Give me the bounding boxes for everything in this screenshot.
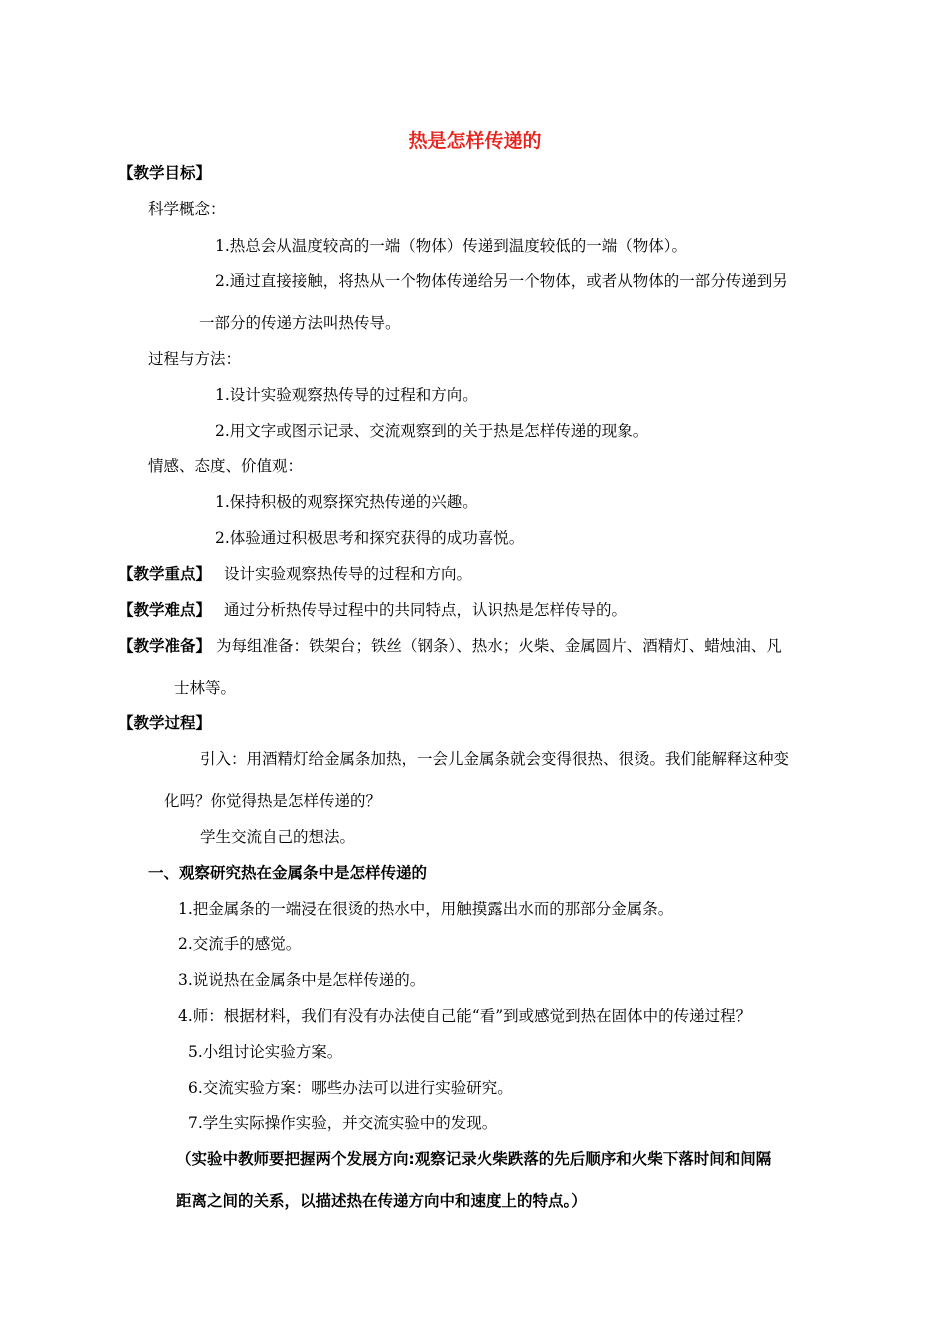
process-method-label: 过程与方法： bbox=[148, 350, 242, 368]
process-method-item-1: 1.设计实验观察热传导的过程和方向。 bbox=[215, 386, 478, 404]
emotion-label: 情感、态度、价值观： bbox=[148, 457, 304, 475]
intro-text-cont: 化吗？你觉得热是怎样传递的？ bbox=[164, 792, 382, 810]
step-6: 6.交流实验方案：哪些办法可以进行实验研究。 bbox=[188, 1079, 513, 1097]
key-point-label: 【教学重点】 bbox=[118, 565, 212, 583]
step-2: 2.交流手的感觉。 bbox=[178, 935, 302, 953]
section-1-heading: 一、观察研究热在金属条中是怎样传递的 bbox=[148, 864, 428, 882]
teacher-note: （实验中教师要把握两个发展方向:观察记录火柴跌落的先后顺序和火柴下落时间和间隔 bbox=[176, 1150, 772, 1168]
preparation-label: 【教学准备】 bbox=[118, 637, 212, 655]
key-point-text: 设计实验观察热传导的过程和方向。 bbox=[224, 565, 473, 583]
concept-item-2: 2.通过直接接触，将热从一个物体传递给另一个物体，或者从物体的一部分传递到另 bbox=[215, 272, 788, 290]
emotion-item-2: 2.体验通过积极思考和探究获得的成功喜悦。 bbox=[215, 529, 525, 547]
step-4: 4.师：根据材料，我们有没有办法使自己能“看”到或感觉到热在固体中的传递过程？ bbox=[178, 1007, 752, 1025]
concept-label: 科学概念： bbox=[148, 200, 226, 218]
intro-text: 引入：用酒精灯给金属条加热，一会儿金属条就会变得很热、很烫。我们能解释这种变 bbox=[200, 750, 790, 768]
step-1: 1.把金属条的一端浸在很烫的热水中，用触摸露出水而的那部分金属条。 bbox=[178, 900, 674, 918]
concept-item-2-cont: 一部分的传递方法叫热传导。 bbox=[199, 314, 401, 332]
difficulty-label: 【教学难点】 bbox=[118, 601, 212, 619]
student-exchange: 学生交流自己的想法。 bbox=[200, 828, 356, 846]
step-5: 5.小组讨论实验方案。 bbox=[188, 1043, 343, 1061]
page-title: 热是怎样传递的 bbox=[408, 130, 542, 152]
objectives-heading: 【教学目标】 bbox=[118, 164, 212, 182]
step-7: 7.学生实际操作实验，并交流实验中的发现。 bbox=[188, 1114, 498, 1132]
preparation-text-cont: 士林等。 bbox=[174, 679, 237, 697]
concept-item-1: 1.热总会从温度较高的一端（物体）传递到温度较低的一端（物体）。 bbox=[215, 237, 688, 255]
difficulty-text: 通过分析热传导过程中的共同特点，认识热是怎样传导的。 bbox=[224, 601, 628, 619]
preparation-text: 为每组准备：铁架台；铁丝（钢条）、热水；火柴、金属圆片、酒精灯、蜡烛油、凡 bbox=[216, 637, 782, 655]
emotion-item-1: 1.保持积极的观察探究热传递的兴趣。 bbox=[215, 493, 478, 511]
process-heading: 【教学过程】 bbox=[118, 714, 212, 732]
step-3: 3.说说热在金属条中是怎样传递的。 bbox=[178, 971, 426, 989]
teacher-note-cont: 距离之间的关系，以描述热在传递方向中和速度上的特点。） bbox=[176, 1192, 587, 1210]
process-method-item-2: 2.用文字或图示记录、交流观察到的关于热是怎样传递的现象。 bbox=[215, 422, 649, 440]
